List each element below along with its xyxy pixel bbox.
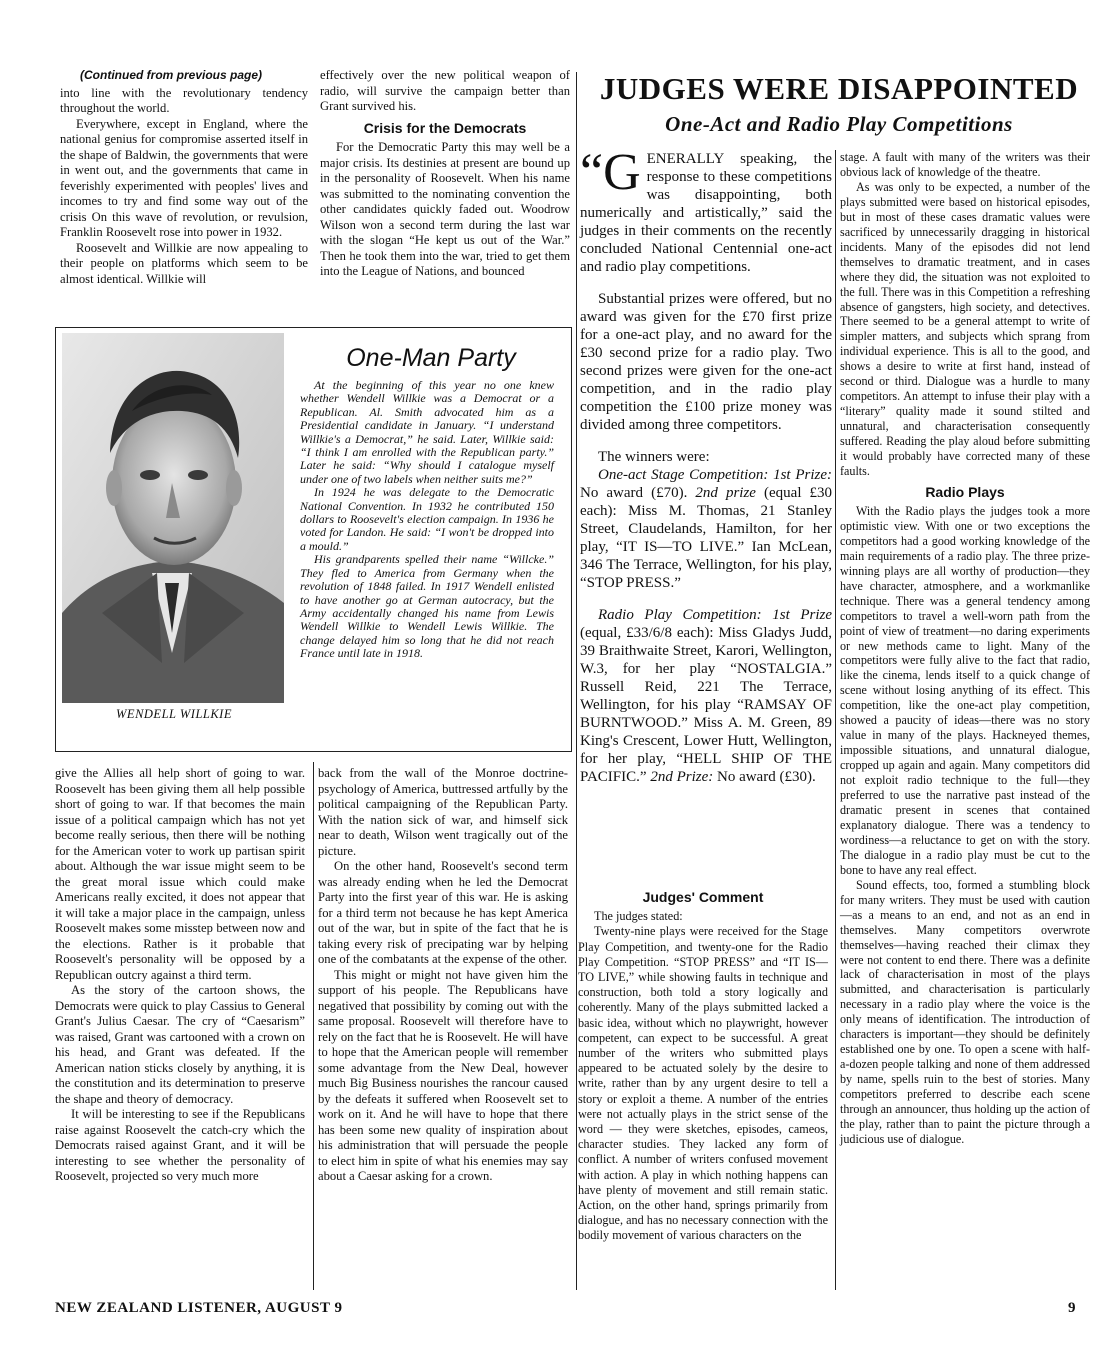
paragraph: It will be interesting to see if the Republicans raise against Roosevelt the catch-cry which the Democrats raised against Grant, and it will be interesting to see whether the personality of Roosevelt, projected so very much more	[55, 1107, 305, 1183]
paragraph: At the beginning of this year no one knew whether Wendell Willkie was a Democrat or a Republican. Al. Smith advocated him as a Presidential candidate in January. “I understand Willkie's a Democrat,” he said. Later, Willkie said: “I think I am enrolled with the Republican party.” Later he said: “Why should I catalogue myself under one of two labels when neither suits me?”	[300, 378, 554, 486]
paragraph: As the story of the cartoon shows, the Democrats were quick to play Cassius to General Grant's Julius Caesar. The cry of “Caesarism” was raised, Grant was cartooned with a crown on his head, and Grant was defeated. If the American nation sticks closely by anything, it is the constitution and its determination to preserve the shape and theory of democracy.	[55, 983, 305, 1106]
stage-label: One-act Stage Competition: 1st Prize:	[598, 467, 832, 483]
paragraph: Twenty-nine plays were received for the Stage Play Competition, and twenty-one for the Radio Play Competition. “STOP PRESS” and “IT IS—TO LIVE,” while showing faults in technique and construction, both told a story logically and coherently. Many of the plays submitted lacked a basic idea, without which no playwright, however competent, can expect to be successful. A great number of the writers who submitted plays appeared to be actuated solely by the desire to write, rather than by any urgent desire to tell a story or exploit a theme. A number of the entries were not actually plays in the strict sense of the word — they were sketches, episodes, cameos, character studies. They lacked any form of conflict. A number of writers confused movement with action. A play in which nothing happens can have plenty of movement and still remain static. Action, on the other hand, springs primarily from dialogue, and has no necessary connection with the bodily movement of various characters on the	[578, 924, 828, 1243]
right-column	[840, 150, 1090, 1147]
column-divider	[576, 72, 577, 1290]
section-heading: Judges' Comment	[642, 889, 764, 905]
paragraph: As was only to be expected, a number of the plays submitted were based on historical episodes, but in most of these cases dramatic values were sacrificed by unnecessarily dragging in historical incidents. Many of the episodes did not lend themselves to dramatic treatment, and in cases where they did, the situation was not exploited to the full. There was in this Competition a refreshing absence of gangsters, high society, and detectives. There seemed to be a general attempt to write of simpler matters, and subjects which sprang from individual experience. This is all to the good, and shows a desire to write at first hand, instead of second or third. Dialogue was a hurdle to many competitors. An attempt to infuse their play with a “literary” quality made it sound stilted and unnatural, and characterisation consequently suffered. Reading the play aloud before submitting it would probably have corrected many of these faults.	[840, 179, 1090, 479]
paragraph: Roosevelt and Willkie are now appealing to their people on platforms which seem to be almost identical. Willkie will	[60, 240, 308, 286]
radio-label-2: 2nd Prize:	[650, 769, 714, 785]
paragraph: Sound effects, too, formed a stumbling block for many writers. They must be used with caution—as a means to an end, and not as an end in themselves. Many competitors overwrote themselves—having reached their climax they were not content to end there. There was a definite lack of characterisation in most of the plays submitted, and characterisation is particularly necessary in a radio play where the voice is the only means of identification. The introduction of characters is important—they should be definitely established one by one. To open a scene with half-a-dozen people talking and none of them addressed by name, spells ruin to the best of stories. Many competitors preferred to describe each scene through an announcer, thus holding up the action of the play, rather than to paint the picture through a judicious use of dialogue.	[840, 877, 1090, 1146]
publication-footer: NEW ZEALAND LISTENER, AUGUST 9	[55, 1300, 343, 1316]
paragraph	[580, 144, 832, 276]
radio-label: Radio Play Competition: 1st Prize	[598, 607, 832, 623]
lower-column-mid	[318, 766, 568, 1185]
section-heading: Crisis for the Democrats	[363, 119, 527, 136]
article-lead	[580, 144, 833, 786]
paragraph: In 1924 he was delegate to the Democratic National Convention. In 1932 he contributed 150 dollars to Roosevelt's election campaign. In 1936 he voted for Landon. He said: “I won't be dropped into a mould.”	[300, 485, 554, 553]
paragraph: With the Radio plays the judges took a more optimistic view. With one or two exceptions the competitors had a good working knowledge of the main requirements of a radio play. The three prize-winning plays are all worthy of production—they have character, atmosphere, and a workmanlike technique. There was a general tendency among competitors to travel a well-worn path from the point of view of treatment—no daring experiments or new methods came to light. Many of the competitors were fully alive to the fact that radio, like the cinema, lends itself to a quick change of scene without losing anything of its effect. This competition, like the one-act play competition, showed a paucity of ideas—there was no story value in many of the plays. Hackneyed themes, impossible situations, and unnatural dialogue, cropped up again and again. Many competitors did not exploit radio technique to the full—they preferred to use the narrative past instead of the dramatic present in scenes that contained explanatory dialogue. There was a tendency to wordiness—a reluctance to get on with the story. The dialogue in a radio play must be cut to the bone to have any real effect.	[840, 503, 1090, 877]
section-heading: Radio Plays	[925, 483, 1005, 500]
paragraph	[580, 606, 832, 786]
paragraph: Everywhere, except in England, where the national genius for compromise asserted itself in the shape of Baldwin, the governments that were in went out, and the governments that came in feverishly experimented with peoples' lives and incomes to try and find some way out of the crisis On this wave of revolution, or revulsion, Franklin Roosevelt rose into power in 1932.	[60, 116, 308, 239]
continued-note: (Continued from previous page)	[80, 68, 263, 82]
column-divider	[313, 762, 314, 1290]
column-divider	[835, 150, 836, 1290]
paragraph	[580, 466, 832, 592]
paragraph: His grandparents spelled their name “Willcke.” They fled to America from Germany when the revolution of 1848 failed. In 1917 Wendell enlisted to have another go at German autocracy, but the Army accidentally changed his name from Lewis Wendell Willkie to Wendell Lewis Willkie. The change delayed him so long that he did not reach France until late in 1918.	[300, 552, 554, 661]
radio-text-2: No award (£30).	[716, 769, 816, 785]
paragraph: back from the wall of the Monroe doctrine-psychology of America, buttressed artfully by the political campaigning of the Republican Party. With the nation sick of war, and himself sick near to death, Wilson went tragically out of the picture.	[318, 766, 568, 858]
paragraph: For the Democratic Party this may well be a major crisis. Its destinies at present are bound up in the personality of Roosevelt. When his name was submitted to the nominating convention the other candidates quickly faded out. Woodrow Wilson won a second term during the last war with the slogan “He kept us out of the War.” Then he took them into the war, tried to get them into the League of Nations, and bounced	[320, 140, 570, 278]
paragraph: This might or might not have given him the support of his people. The Republicans have negatived that possibility by coming out with the same proposal. Roosevelt will therefore have to rely on the fact that he is Roosevelt. He will have to hope that the American people will remember some advantage from the New Deal, however much Big Business nourishes the rancour caused by the defeats it suffered when Roosevelt set to work on it. And he will have to hope that there has been some new quality of inspiration about his administration that will persuade the people to elect him in spite of what his enemies may say about a Caesar asking for a crown.	[318, 967, 568, 1183]
paragraph: stage. A fault with many of the writers was their obvious lack of knowledge of the theatre.	[840, 150, 1090, 179]
lead-text: ENERALLY speaking, the response to these competitions was disappointing, both numerically and artistically,” said the judges in their comments on the recently concluded National Centennial one-act and radio play competitions.	[580, 151, 832, 275]
stage-text-2: (equal £30 each): Miss M. Thomas, 21 Stanley Street, Claudelands, Hamilton, for her play, “IT IS—TO LIVE.” Ian McLean, 346 The Terrace, Wellington, for his play, “STOP PRESS.”	[580, 485, 833, 591]
paragraph: The judges stated:	[594, 909, 683, 924]
radio-text: (equal, £33/6/8 each): Miss Gladys Judd, 39 Braithwaite Street, Karori, Wellington, W.3, for her play “NOSTALGIA.” Russell Reid, 221 The Terrace, Wellington, for his play “RAMSAY OF BURNTWOOD.” Miss A. M. Green, 89 King's Crescent, Lower Hutt, Wellington, for her play, “HELL SHIP OF THE PACIFIC.”	[580, 625, 832, 785]
paragraph: into line with the revolutionary tendency throughout the world.	[60, 85, 308, 115]
stage-label-2: 2nd prize	[695, 485, 756, 501]
portrait-image	[62, 333, 284, 703]
lower-column-left	[55, 766, 305, 1185]
stage-text: No award (£70).	[580, 485, 688, 501]
article-headline: JUDGES WERE DISAPPOINTED	[599, 71, 1079, 106]
article-subheadline: One-Act and Radio Play Competitions	[665, 112, 1013, 136]
feature-title: One-Man Party	[346, 344, 516, 372]
photo-caption: WENDELL WILLKIE	[116, 707, 232, 721]
paragraph: effectively over the new political weapon of radio, will survive the campaign better than Grant survived his.	[320, 68, 570, 113]
drop-cap: “G	[580, 144, 641, 201]
feature-text	[300, 379, 554, 661]
paragraph: The winners were:	[598, 449, 710, 465]
paragraph: Substantial prizes were offered, but no award was given for the £70 first prize for a one-act play, and no award for the £30 second prize for a radio play. Two second prizes were given for the one-act competition, and in the radio play competition the £100 prize money was divided among three competitors.	[580, 291, 832, 433]
continued-column-mid	[320, 68, 570, 280]
paragraph: give the Allies all help short of going to war. Roosevelt has been giving them all help possible short of going to war. If that becomes the main issue of a political campaign which has not yet become really serious, then there will be nothing for the American voter to work up partisan spirit about. Although the war issue might seem to be the great moral issue which could make Americans really excited, it does not appear that it will take a major place in the campaign, unless Roosevelt makes some misstep between now and the elections. Rather is it probable that Roosevelt's personality will be opposed by a Republican outcry against a third term.	[55, 766, 305, 982]
continued-column-left	[60, 68, 308, 287]
judges-comment-column	[578, 884, 828, 1244]
portrait-photo	[62, 333, 284, 703]
page-number: 9	[1068, 1300, 1076, 1316]
paragraph: On the other hand, Roosevelt's second term was already ending when he led the Democrat Party into the first year of this war. He is asking for a third term not because he has kept America out of the war, but in spite of the fact that he is taking every risk of precipating war by helping one of the combatants at the expense of the other.	[318, 859, 568, 966]
